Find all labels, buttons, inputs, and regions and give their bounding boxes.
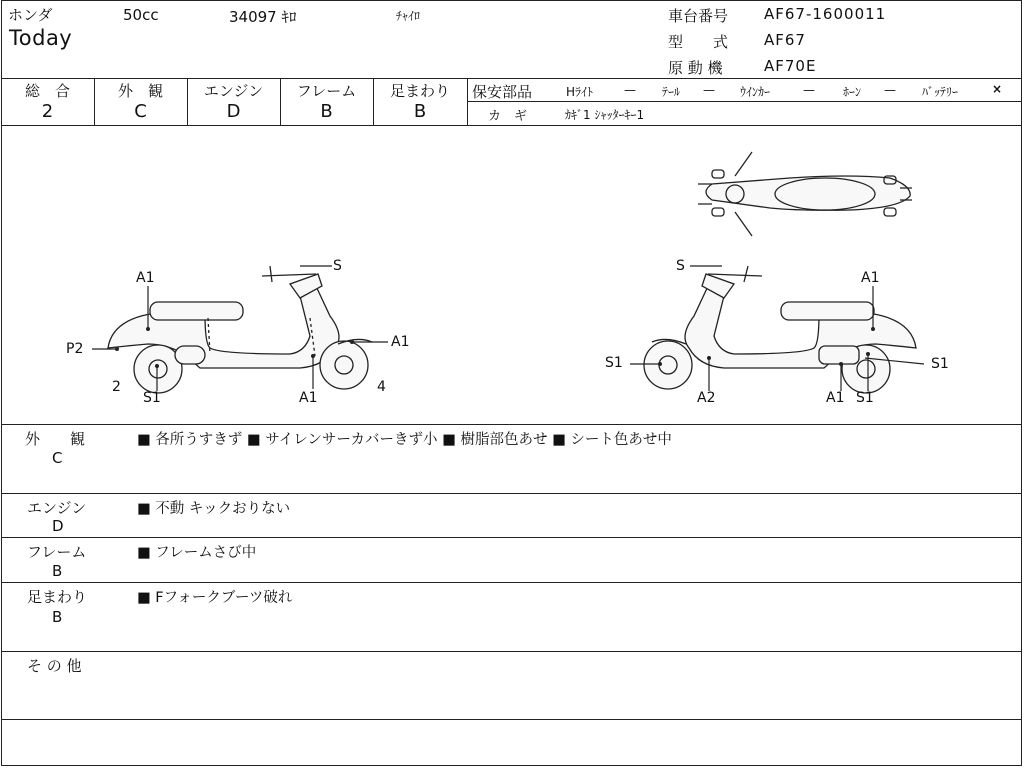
mark-label: A1: [861, 270, 880, 286]
safety-item-headlight: Hﾗｲﾄ: [566, 85, 594, 99]
section-frame-grade: B: [52, 562, 63, 580]
divider: [467, 78, 468, 125]
scooter-top-view-icon: [698, 152, 912, 236]
mark-label: A2: [697, 390, 716, 406]
grade-engine-label: エンジン: [203, 82, 264, 100]
section-frame-notes: ■ フレームさび中: [137, 545, 257, 561]
grade-exterior-label: 外 観: [117, 82, 163, 100]
frame-no-label: 車台番号: [668, 7, 729, 25]
safety-item-battery: ﾊﾞｯﾃﾘｰ: [922, 85, 959, 99]
safety-status-horn: —: [884, 83, 896, 97]
safety-label: 保安部品: [472, 83, 533, 101]
mark-label: A1: [826, 390, 845, 406]
section-engine-grade: D: [52, 517, 64, 535]
divider: [1, 582, 1022, 583]
maker: ホンダ: [8, 6, 53, 24]
section-suspension-notes: ■ Fフォークブーツ破れ: [137, 590, 293, 606]
divider: [467, 101, 1022, 102]
type-value: AF67: [764, 31, 806, 49]
mark-label: 4: [377, 379, 386, 395]
color: ﾁｬｲﾛ: [396, 9, 421, 23]
section-exterior-notes: ■ 各所うすきず ■ サイレンサーカバーきず小 ■ 樹脂部色あせ ■ シート色あせ中: [137, 432, 672, 448]
safety-status-winker: —: [803, 83, 815, 97]
grade-total-label: 総 合: [24, 82, 70, 100]
grade-suspension-label: 足まわり: [389, 82, 450, 100]
keys-label: カ ギ: [488, 109, 528, 124]
mark-label: A1: [299, 390, 318, 406]
section-suspension-grade: B: [52, 608, 63, 626]
divider: [1, 78, 1022, 79]
divider: [1, 493, 1022, 494]
mark-label: S1: [931, 356, 949, 372]
section-exterior-grade: C: [52, 449, 63, 467]
grade-engine-value: D: [226, 101, 241, 122]
grade-suspension-value: B: [413, 101, 427, 122]
grade-total-value: 2: [41, 101, 54, 122]
safety-status-battery: ×: [992, 82, 1003, 96]
mark-label: P2: [66, 341, 84, 357]
type-label: 型 式: [668, 33, 729, 51]
divider: [1, 424, 1022, 425]
safety-item-winker: ｳｲﾝｶｰ: [740, 85, 771, 99]
mark-label: A1: [136, 270, 155, 286]
mark-label: S1: [856, 390, 874, 406]
mark-label: S: [676, 258, 685, 274]
grade-frame-value: B: [320, 101, 333, 122]
displacement: 50cc: [123, 6, 159, 24]
section-engine-label: エンジン: [27, 499, 87, 517]
mark-label: S: [333, 258, 342, 274]
grade-exterior-value: C: [134, 101, 147, 122]
engine-label: 原 動 機: [668, 59, 723, 77]
mileage: 34097 ｷﾛ: [229, 8, 297, 26]
model-name: Today: [9, 26, 73, 50]
mark-label: 2: [112, 379, 121, 395]
section-engine-notes: ■ 不動 キックおりない: [137, 501, 291, 517]
mark-label: A1: [391, 334, 410, 350]
divider: [1, 537, 1022, 538]
frame-no: AF67-1600011: [764, 5, 887, 23]
section-frame-label: フレーム: [27, 543, 87, 561]
engine-value: AF70E: [764, 57, 817, 75]
section-exterior-label: 外 観: [25, 430, 86, 448]
grade-frame-label: フレーム: [296, 82, 357, 100]
safety-status-headlight: —: [624, 83, 636, 97]
divider: [1, 719, 1022, 720]
divider: [1, 651, 1022, 652]
mark-label: S1: [605, 355, 623, 371]
keys-value: ｶｷﾞ1 ｼｬｯﾀｰｷｰ1: [565, 108, 645, 122]
safety-item-horn: ﾎｰﾝ: [843, 85, 862, 99]
safety-item-tail: ﾃｰﾙ: [662, 85, 681, 99]
safety-status-tail: —: [703, 83, 715, 97]
mark-label: S1: [143, 390, 161, 406]
section-other-label: そ の 他: [27, 657, 82, 675]
section-suspension-label: 足まわり: [27, 588, 88, 606]
